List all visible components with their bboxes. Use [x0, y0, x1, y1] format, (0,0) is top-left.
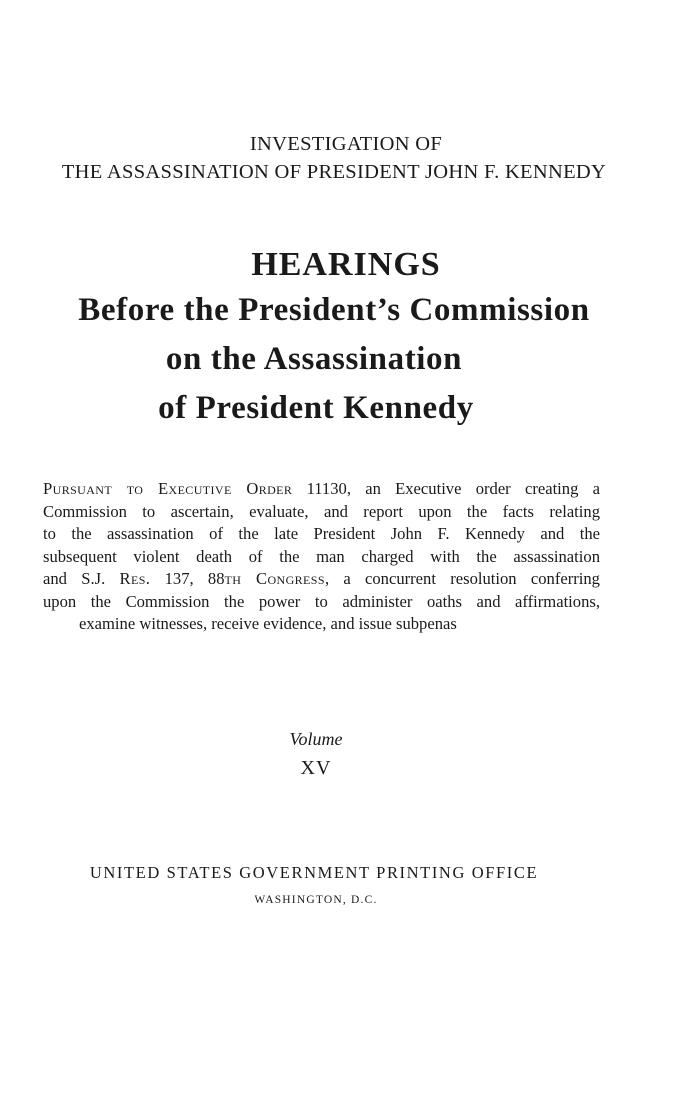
body-text: upon the Commission the power to administer oaths and affirmations, [43, 591, 600, 611]
volume-label: Volume [289, 729, 343, 749]
volume-number: XV [300, 757, 332, 779]
body-text: Commission to ascertain, evaluate, and report upon the facts relating [43, 501, 600, 521]
body-text: 11130, an Executive order creating a [292, 479, 600, 498]
body-text: to the assassination of the late President John F. Kennedy and the [43, 524, 600, 543]
investigation-heading: INVESTIGATION OF [249, 133, 443, 155]
authority-paragraph [43, 478, 600, 636]
publisher-imprint: UNITED STATES GOVERNMENT PRINTING OFFICE [89, 863, 539, 882]
small-caps-text: Pursuant to Executive Order [43, 479, 293, 498]
hearings-title: HEARINGS [251, 246, 441, 283]
body-text: and S.J. [43, 569, 120, 588]
authority-line [43, 478, 600, 501]
authority-line [43, 613, 600, 636]
body-text: subsequent violent death of the man charged with the assassination [43, 546, 600, 566]
authority-line [43, 568, 600, 591]
authority-line [43, 523, 600, 546]
commission-title-line2: on the Assassination [165, 341, 463, 377]
commission-title-line3: of President Kennedy [158, 390, 474, 426]
authority-line [43, 546, 600, 569]
small-caps-text: th Congress [224, 569, 325, 588]
body-text: examine witnesses, receive evidence, and issue subpenas [79, 614, 457, 633]
commission-title-line1: Before the President’s Commission [78, 292, 590, 328]
body-text: 137, 88 [150, 569, 225, 588]
assassination-heading: THE ASSASSINATION OF PRESIDENT JOHN F. KENNEDY [61, 161, 607, 183]
body-text: , a concurrent resolution conferring [324, 569, 600, 588]
small-caps-text: Res. [119, 569, 151, 588]
publication-place: WASHINGTON, D.C. [254, 894, 378, 906]
authority-line [43, 591, 600, 614]
authority-line [43, 501, 600, 524]
